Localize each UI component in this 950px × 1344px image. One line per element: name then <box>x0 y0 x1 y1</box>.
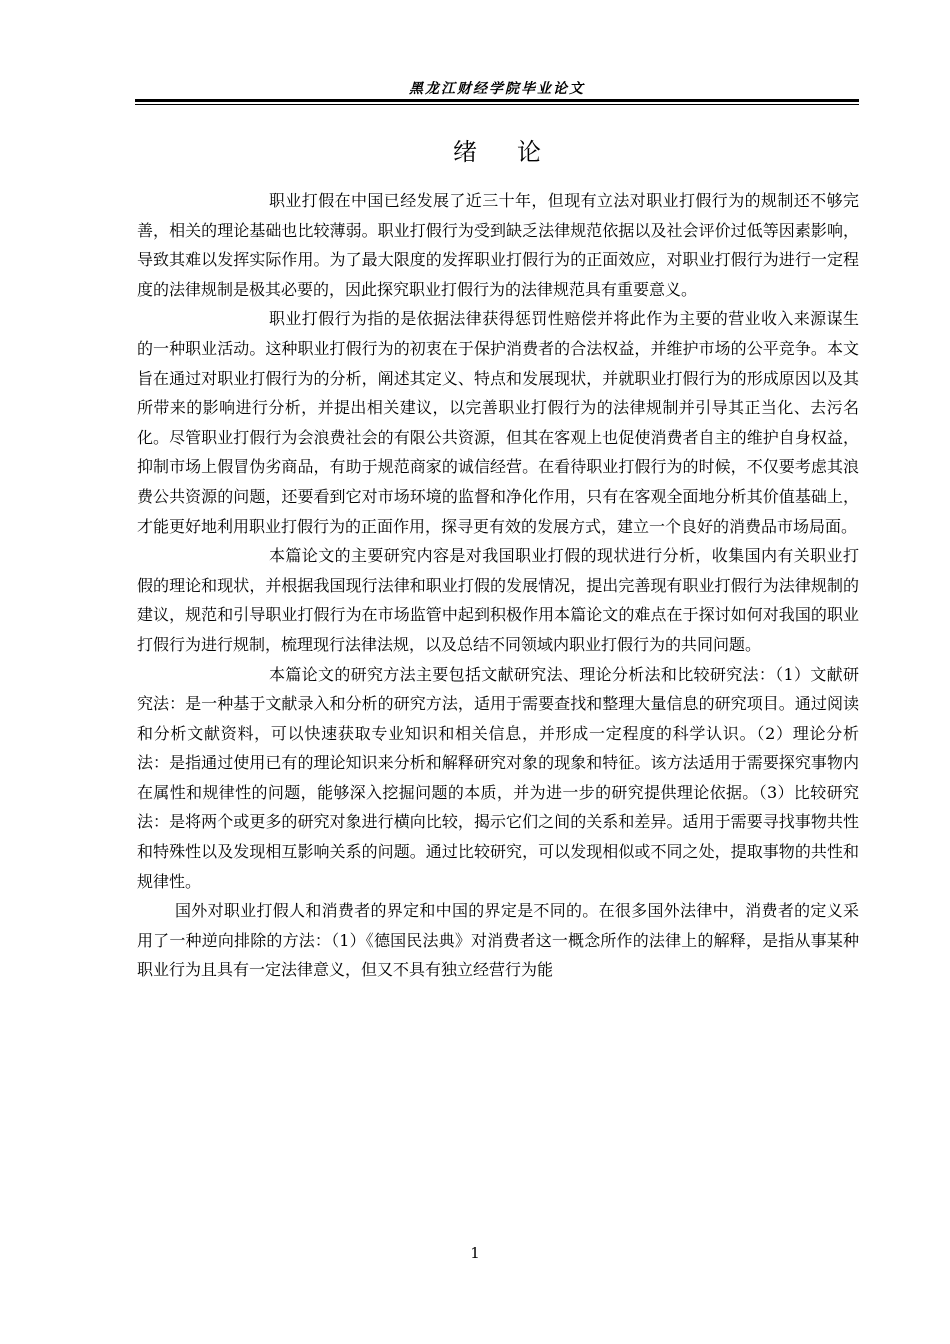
paragraph-1: 职业打假在中国已经发展了近三十年，但现有立法对职业打假行为的规制还不够完善，相关的理论基础也比较薄弱。职业打假行为受到缺乏法律规范依据以及社会评价过低等因素影响，导致其难以发挥实际作用。为了最大限度的发挥职业打假行为的正面效应，对职业打假行为进行一定程度的法律规制是极其必要的，因此探究职业打假行为的法律规范具有重要意义。 <box>137 191 859 299</box>
paragraph-2: 职业打假行为指的是依据法律获得惩罚性赔偿并将此作为主要的营业收入来源谋生的一种职业活动。这种职业打假行为的初衷在于保护消费者的合法权益，并维护市场的公平竞争。本文旨在通过对职业打假行为的分析，阐述其定义、特点和发展现状，并就职业打假行为的形成原因以及其所带来的影响进行分析，并提出相关建议，以完善职业打假行为的法律规制并引导其正当化、去污名化。尽管职业打假行为会浪费社会的有限公共资源，但其在客观上也促使消费者自主的维护自身权益，抑制市场上假冒伪劣商品，有助于规范商家的诚信经营。在看待职业打假行为的时候，不仅要考虑其浪费公共资源的问题，还要看到它对市场环境的监督和净化作用，只有在客观全面地分析其价值基础上，才能更好地利用职业打假行为的正面作用，探寻更有效的发展方式，建立一个良好的消费品市场局面。 <box>137 309 859 536</box>
header-rule-thin <box>135 104 859 105</box>
paragraph-5: 国外对职业打假人和消费者的界定和中国的界定是不同的。在很多国外法律中，消费者的定义采用了一种逆向排除的方法：（1）《德国民法典》对消费者这一概念所作的法律上的解释，是指从事某种职业行为且具有一定法律意义，但又不具有独立经营行为能 <box>137 901 859 980</box>
section-title: 绪论 <box>453 138 581 166</box>
paragraph-4: 本篇论文的研究方法主要包括文献研究法、理论分析法和比较研究法：（1）文献研究法：是一种基于文献录入和分析的研究方法，适用于需要查找和整理大量信息的研究项目。通过阅读和分析文献资料，可以快速获取专业知识和相关信息，并形成一定程度的科学认识。（2）理论分析法：是指通过使用已有的理论知识来分析和解释研究对象的现象和特征。该方法适用于需要探究事物内在属性和规律性的问题，能够深入挖掘问题的本质，并为进一步的研究提供理论依据。（3）比较研究法：是将两个或更多的研究对象进行横向比较，揭示它们之间的关系和差异。适用于需要寻找事物共性和特殊性以及发现相互影响关系的问题。通过比较研究，可以发现相似或不同之处，提取事物的共性和规律性。 <box>137 664 859 891</box>
paragraph-3: 本篇论文的主要研究内容是对我国职业打假的现状进行分析，收集国内有关职业打假的理论和现状，并根据我国现行法律和职业打假的发展情况，提出完善现有职业打假行为法律规制的建议，规范和引导职业打假行为在市场监管中起到积极作用本篇论文的难点在于探讨如何对我国的职业打假行为进行规制，梳理现行法律法规，以及总结不同领域内职业打假行为的共同问题。 <box>137 546 859 654</box>
running-header: 黑龙江财经学院毕业论文 <box>409 81 585 97</box>
header-rule-thick <box>135 99 859 102</box>
body-text <box>137 186 859 985</box>
page-number: 1 <box>470 1244 480 1262</box>
